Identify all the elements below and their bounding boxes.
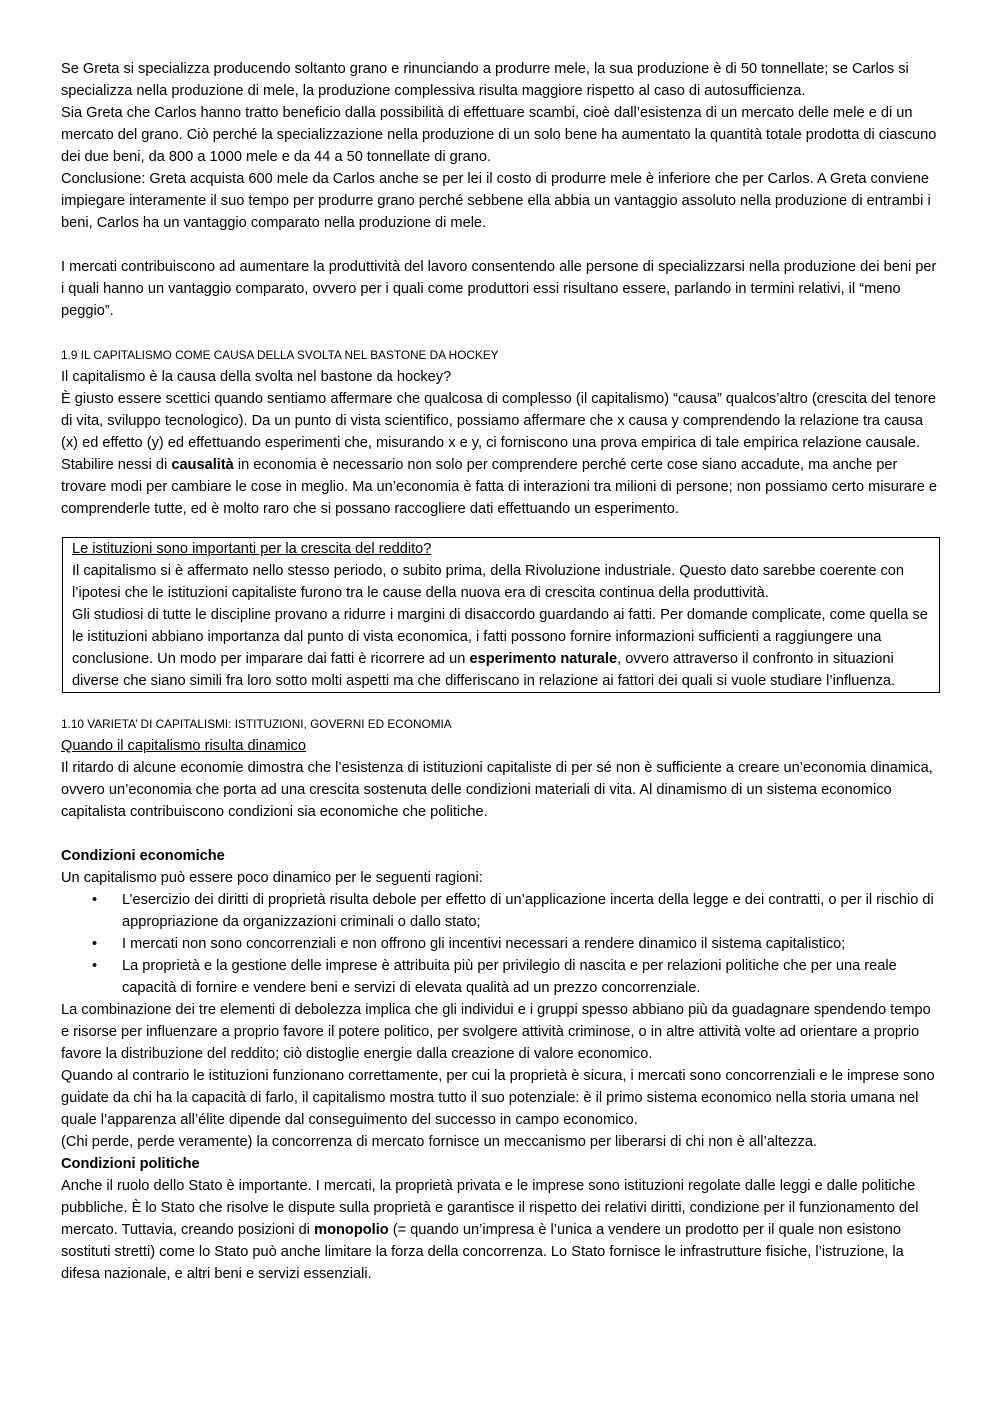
section-1-9-paragraph-2: Stabilire nessi di causalità in economia è necessario non solo per comprendere perché certe cose siano accadute, ma anche per trovare modi per cambiare le cose in meglio. Ma un’economia è fatta di interazioni tra milioni di persone; non possiamo certo misurare e comprenderle tutte, ed è molto raro che si possano raccogliere dati effettuando un esperimento.: [61, 457, 938, 517]
section-1-9-heading: 1.9 IL CAPITALISMO COME CAUSA DELLA SVOLTA NEL BASTONE DA HOCKEY: [61, 348, 499, 362]
list-item: • L’esercizio dei diritti di proprietà risulta debole per effetto di un’applicazione incerta della legge e dei contratti, o per il rischio di appropriazione da organizzazioni criminali o dallo stato;: [122, 889, 940, 933]
political-conditions-heading: Condizioni politiche: [61, 1156, 200, 1172]
intro-paragraph-3: Conclusione: Greta acquista 600 mele da Carlos anche se per lei il costo di produrre mele è inferiore che per Carlos. A Greta conviene impiegare interamente il suo tempo per produrre grano perché sebbene ella abbia un vantaggio assoluto nella produzione di entrambi i beni, Carlos ha un vantaggio comparato nella produzione di mele.: [61, 171, 931, 231]
economic-conditions-intro: Un capitalismo può essere poco dinamico per le seguenti ragioni:: [61, 870, 483, 886]
section-1-10-heading: 1.10 VARIETA’ DI CAPITALISMI: ISTITUZIONI, GOVERNI ED ECONOMIA: [61, 717, 452, 731]
intro-paragraph-1: Se Greta si specializza producendo soltanto grano e rinunciando a produrre mele, la sua produzione è di 50 tonnellate; se Carlos si specializza nella produzione di mele, la produzione complessiva risulta maggiore rispetto al caso di autosufficienza.: [61, 61, 909, 99]
section-1-10-subheading: Quando il capitalismo risulta dinamico: [61, 738, 306, 754]
bold-term-esperimento-naturale: esperimento naturale: [469, 651, 618, 667]
section-1-10-paragraph-2: La combinazione dei tre elementi di debolezza implica che gli individui e i gruppi spesso abbiano più da guadagnare spendendo tempo e risorse per influenzare a proprio favore il potere politico, per svolgere attività criminose, o in altre attività volte ad orientare a proprio favore la distribuzione del reddito; ciò distoglie energie dalla creazione di valore economico.: [61, 1002, 931, 1062]
economic-conditions-heading: Condizioni economiche: [61, 848, 225, 864]
callout-paragraph-2: Gli studiosi di tutte le discipline provano a ridurre i margini di disaccordo guardando ai fatti. Per domande complicate, come quella se le istituzioni abbiano importanza dal punto di vista economica, i fatti possono fornire informazioni sufficienti a raggiungere una conclusione. Un modo per imparare dai fatti è ricorrere ad un esperimento naturale, ovvero attraverso il confronto in situazioni diverse che siano simili fra loro sotto molti aspetti ma che differiscano in relazione ai fattori dei quali si vuole studiare l’influenza.: [72, 607, 928, 689]
section-1-10-paragraph-1: Il ritardo di alcune economie dimostra che l’esistenza di istituzioni capitaliste di per sé non è sufficiente a creare un’economia dinamica, ovvero un’economia che porta ad una crescita sostenuta delle condizioni materiali di vita. Al dinamismo di un sistema economico capitalista contribuiscono condizioni sia economiche che politiche.: [61, 760, 933, 820]
intro-paragraph-4: I mercati contribuiscono ad aumentare la produttività del lavoro consentendo alle persone di specializzarsi nella produzione dei beni per i quali hanno un vantaggio comparato, ovvero per i quali come produttori essi risultano essere, parlando in termini relativi, il “meno peggio”.: [61, 259, 937, 319]
intro-paragraph-2: Sia Greta che Carlos hanno tratto beneficio dalla possibilità di effettuare scambi, cioè dall’esistenza di un mercato delle mele e di un mercato del grano. Ciò perché la specializzazione nella produzione di un solo bene ha aumentato la quantità totale prodotta di ciascuno dei due beni, da 800 a 1000 mele e da 44 a 50 tonnellate di grano.: [61, 105, 937, 165]
callout-paragraph-1: Il capitalismo si è affermato nello stesso periodo, o subito prima, della Rivoluzione industriale. Questo dato sarebbe coerente con l’ipotesi che le istituzioni capitaliste furono tra le cause della nuova era di crescita continua della produttività.: [72, 563, 905, 601]
bold-term-causalita: causalità: [171, 457, 234, 473]
section-1-9-paragraph-1: È giusto essere scettici quando sentiamo affermare che qualcosa di complesso (il capitalismo) “causa” qualcos’altro (crescita del tenore di vita, sviluppo tecnologico). Da un punto di vista scientifico, possiamo affermare che x causa y comprendendo la relazione tra causa (x) ed effetto (y) ed effettuando esperimenti che, misurando x e y, ci forniscono una prova empirica di tale empirica relazione causale.: [61, 391, 936, 451]
list-item: • La proprietà e la gestione delle imprese è attribuita più per privilegio di nascita e per relazioni politiche che per una reale capacità di fornire e vendere beni e servizi di elevata qualità ad un prezzo concorrenziale.: [122, 955, 940, 999]
bold-term-monopolio: monopolio: [314, 1222, 389, 1238]
section-1-10-paragraph-3: Quando al contrario le istituzioni funzionano correttamente, per cui la proprietà è sicura, i mercati sono concorrenziali e le imprese sono guidate da chi ha la capacità di farlo, il capitalismo mostra tutto il suo potenziale: è il primo sistema economico nella storia umana nel quale l’apparenza all’élite dipende dal conseguimento del successo in campo economico.: [61, 1068, 935, 1128]
section-1-9-question: Il capitalismo è la causa della svolta nel bastone da hockey?: [61, 369, 452, 385]
section-1-10-paragraph-4: (Chi perde, perde veramente) la concorrenza di mercato fornisce un meccanismo per liberarsi di chi non è all’altezza.: [61, 1134, 817, 1150]
economic-conditions-list: [61, 889, 940, 999]
callout-title: Le istituzioni sono importanti per la crescita del reddito?: [72, 541, 432, 557]
section-1-10-paragraph-5: Anche il ruolo dello Stato è importante. I mercati, la proprietà privata e le imprese sono istituzioni regolate dalle leggi e dalle politiche pubbliche. È lo Stato che risolve le dispute sulla proprietà e garantisce il rispetto dei relativi diritti, condizione per il funzionamento del mercato. Tuttavia, creando posizioni di monopolio (= quando un’impresa è l’unica a vendere un prodotto per il quale non esistono sostituti stretti) come lo Stato può anche limitare la forza della concorrenza. Lo Stato fornisce le infrastrutture fisiche, l’istruzione, la difesa nazionale, e altri beni e servizi essenziali.: [61, 1178, 919, 1282]
list-item: • I mercati non sono concorrenziali e non offrono gli incentivi necessari a rendere dinamico il sistema capitalistico;: [122, 933, 940, 955]
institutions-callout-box: [62, 537, 940, 693]
